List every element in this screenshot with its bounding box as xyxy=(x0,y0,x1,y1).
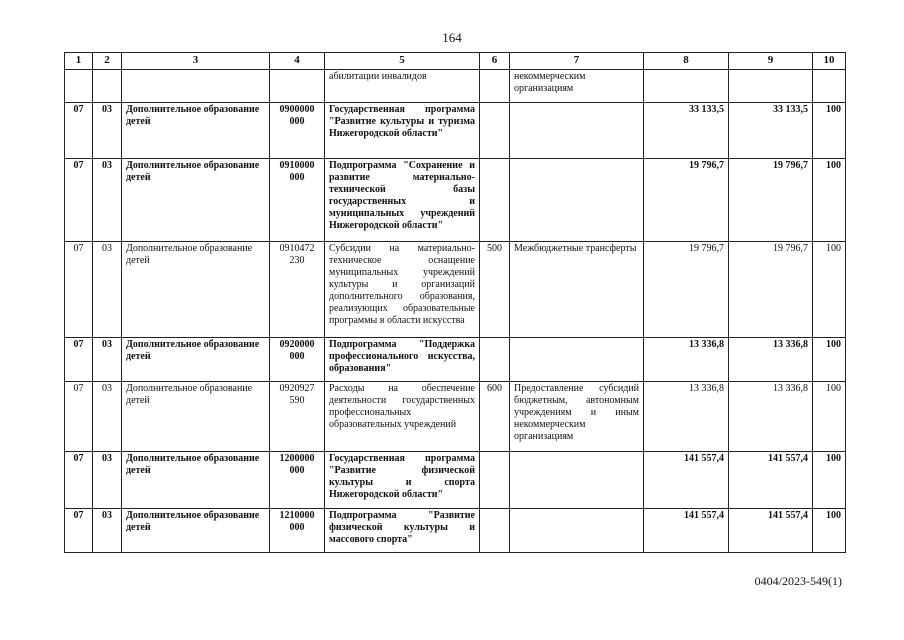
cell-expense-type-name: Межбюджетные трансферты xyxy=(510,242,644,338)
table-row xyxy=(65,509,846,553)
table-row xyxy=(65,452,846,509)
cell-section: 07 xyxy=(65,382,93,452)
cell-expense-type-code xyxy=(480,103,510,159)
cell-execution-percent: 100 xyxy=(813,452,846,509)
cell-subsection-name: Дополнительное образование детей xyxy=(122,382,270,452)
table-row xyxy=(65,338,846,382)
cell-target-name: Расходы на обеспечение деятельности государственных профессиональных образовательных учреждений xyxy=(325,382,480,452)
table-row xyxy=(65,70,846,103)
cell-section: 07 xyxy=(65,509,93,553)
cell-planned-amount: 13 336,8 xyxy=(644,382,729,452)
cell-expense-type-name xyxy=(510,103,644,159)
cell-subsection: 03 xyxy=(93,338,122,382)
cell-expense-type-name: некоммерческим организациям xyxy=(510,70,644,103)
page-number: 164 xyxy=(442,30,462,45)
cell-subsection: 03 xyxy=(93,382,122,452)
cell-target-code: 0920927 590 xyxy=(270,382,325,452)
cell-target-code: 0910472 230 xyxy=(270,242,325,338)
cell-executed-amount: 141 557,4 xyxy=(729,509,813,553)
col-header-10: 10 xyxy=(813,53,846,70)
cell-subsection-name: Дополнительное образование детей xyxy=(122,452,270,509)
cell-expense-type-name: Предоставление субсидий бюджетным, автономным учреждениям и иным некоммерческим организациям xyxy=(510,382,644,452)
cell-section: 07 xyxy=(65,242,93,338)
cell-subsection: 03 xyxy=(93,452,122,509)
cell-target-code: 1200000 000 xyxy=(270,452,325,509)
col-header-1: 1 xyxy=(65,53,93,70)
cell-expense-type-name xyxy=(510,509,644,553)
cell-execution-percent: 100 xyxy=(813,338,846,382)
cell-planned-amount: 13 336,8 xyxy=(644,338,729,382)
cell-subsection: 03 xyxy=(93,509,122,553)
cell-subsection xyxy=(93,70,122,103)
cell-target-name: Подпрограмма "Поддержка профессионального искусства, образования" xyxy=(325,338,480,382)
cell-target-code: 0920000 000 xyxy=(270,338,325,382)
cell-target-code: 1210000 000 xyxy=(270,509,325,553)
cell-subsection-name: Дополнительное образование детей xyxy=(122,159,270,242)
cell-subsection: 03 xyxy=(93,103,122,159)
cell-subsection-name: Дополнительное образование детей xyxy=(122,103,270,159)
col-header-3: 3 xyxy=(122,53,270,70)
cell-planned-amount: 141 557,4 xyxy=(644,509,729,553)
cell-target-name: Подпрограмма "Сохранение и развитие материально-технической базы государственных и муниципальных учреждений Нижегородской области" xyxy=(325,159,480,242)
table-row xyxy=(65,103,846,159)
header-row xyxy=(65,53,846,70)
cell-target-name: Подпрограмма "Развитие физической культуры и массового спорта" xyxy=(325,509,480,553)
cell-execution-percent: 100 xyxy=(813,382,846,452)
cell-executed-amount: 19 796,7 xyxy=(729,242,813,338)
table-body xyxy=(65,70,846,553)
table-row xyxy=(65,159,846,242)
col-header-8: 8 xyxy=(644,53,729,70)
cell-subsection: 03 xyxy=(93,242,122,338)
cell-expense-type-code xyxy=(480,452,510,509)
document-code: 0404/2023-549(1) xyxy=(754,574,842,588)
cell-planned-amount: 141 557,4 xyxy=(644,452,729,509)
cell-subsection-name xyxy=(122,70,270,103)
col-header-7: 7 xyxy=(510,53,644,70)
cell-section: 07 xyxy=(65,103,93,159)
cell-executed-amount: 13 336,8 xyxy=(729,338,813,382)
cell-expense-type-name xyxy=(510,159,644,242)
col-header-6: 6 xyxy=(480,53,510,70)
cell-section: 07 xyxy=(65,452,93,509)
cell-subsection-name: Дополнительное образование детей xyxy=(122,242,270,338)
cell-planned-amount: 19 796,7 xyxy=(644,159,729,242)
cell-target-name: абилитации инвалидов xyxy=(325,70,480,103)
cell-executed-amount: 13 336,8 xyxy=(729,382,813,452)
cell-expense-type-code xyxy=(480,70,510,103)
cell-section xyxy=(65,70,93,103)
cell-target-name: Государственная программа "Развитие физической культуры и спорта Нижегородской области" xyxy=(325,452,480,509)
cell-planned-amount: 19 796,7 xyxy=(644,242,729,338)
cell-target-name: Государственная программа "Развитие культуры и туризма Нижегородской области" xyxy=(325,103,480,159)
table-row xyxy=(65,382,846,452)
cell-expense-type-code xyxy=(480,509,510,553)
cell-target-code: 0900000 000 xyxy=(270,103,325,159)
col-header-2: 2 xyxy=(93,53,122,70)
cell-expense-type-code: 600 xyxy=(480,382,510,452)
cell-subsection-name: Дополнительное образование детей xyxy=(122,509,270,553)
col-header-5: 5 xyxy=(325,53,480,70)
cell-executed-amount: 19 796,7 xyxy=(729,159,813,242)
cell-executed-amount: 141 557,4 xyxy=(729,452,813,509)
cell-expense-type-code xyxy=(480,338,510,382)
cell-expense-type-name xyxy=(510,338,644,382)
cell-planned-amount xyxy=(644,70,729,103)
cell-execution-percent: 100 xyxy=(813,509,846,553)
table-row xyxy=(65,242,846,338)
cell-execution-percent: 100 xyxy=(813,242,846,338)
cell-execution-percent: 100 xyxy=(813,103,846,159)
cell-expense-type-name xyxy=(510,452,644,509)
cell-execution-percent xyxy=(813,70,846,103)
cell-expense-type-code: 500 xyxy=(480,242,510,338)
cell-section: 07 xyxy=(65,338,93,382)
cell-target-code: 0910000 000 xyxy=(270,159,325,242)
cell-target-code xyxy=(270,70,325,103)
col-header-4: 4 xyxy=(270,53,325,70)
cell-executed-amount xyxy=(729,70,813,103)
budget-table xyxy=(64,52,846,553)
cell-subsection-name: Дополнительное образование детей xyxy=(122,338,270,382)
cell-expense-type-code xyxy=(480,159,510,242)
cell-subsection: 03 xyxy=(93,159,122,242)
cell-planned-amount: 33 133,5 xyxy=(644,103,729,159)
cell-executed-amount: 33 133,5 xyxy=(729,103,813,159)
col-header-9: 9 xyxy=(729,53,813,70)
cell-section: 07 xyxy=(65,159,93,242)
cell-execution-percent: 100 xyxy=(813,159,846,242)
cell-target-name: Субсидии на материально-техническое оснащение муниципальных учреждений культуры и организаций дополнительного образования, реализующих образовательные программы в области искусства xyxy=(325,242,480,338)
